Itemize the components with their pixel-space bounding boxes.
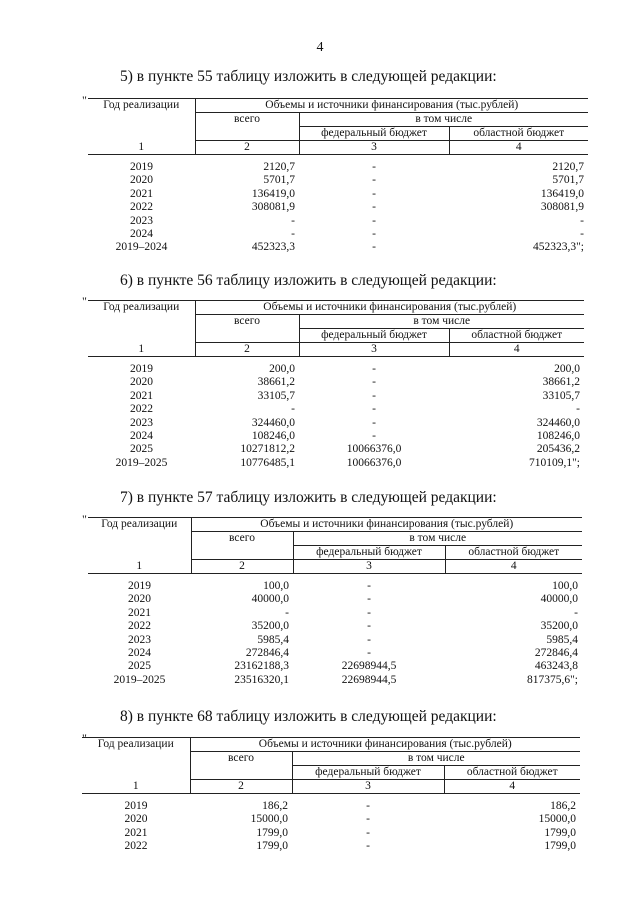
cell-federal: 22698944,5 [341, 673, 397, 686]
cell-regional: 5985,4 [546, 633, 578, 646]
table-row [88, 390, 584, 403]
cell-total: 33105,7 [257, 389, 295, 402]
table-row [82, 827, 580, 840]
cell-total: - [285, 606, 289, 619]
header-year: Год реализации [88, 99, 195, 141]
header-col-4: 4 [449, 141, 588, 155]
table-body [88, 580, 582, 687]
header-col-1: 1 [88, 560, 191, 574]
cell-regional: - [580, 228, 584, 241]
cell-total: 452323,3 [251, 241, 295, 254]
cell-year: 2024 [130, 228, 153, 241]
header-col-4: 4 [449, 343, 584, 357]
section-heading: 7) в пункте 57 таблицу изложить в следующей редакции: [120, 489, 497, 506]
cell-federal: - [372, 241, 376, 254]
cell-federal: - [372, 174, 376, 187]
cell-regional: 136419,0 [540, 187, 584, 200]
cell-total: 272846,4 [245, 647, 289, 660]
cell-total: 10776485,1 [240, 456, 295, 469]
cell-federal: - [366, 840, 370, 853]
cell-year: 2021 [124, 826, 148, 839]
cell-total: 1799,0 [256, 840, 288, 853]
header-federal: федеральный бюджет [299, 329, 449, 343]
table-row [88, 593, 582, 606]
header-regional: областной бюджет [444, 766, 580, 780]
section-heading: 6) в пункте 56 таблицу изложить в следующей редакции: [120, 272, 497, 289]
cell-federal: - [372, 228, 376, 241]
header-col-1: 1 [88, 141, 195, 155]
cell-year: 2023 [128, 633, 151, 646]
opening-quote: " [82, 731, 87, 745]
table-row [88, 634, 582, 647]
cell-total: 5701,7 [263, 174, 295, 187]
cell-total: - [291, 228, 295, 241]
cell-year: 2020 [130, 174, 153, 187]
cell-federal: - [372, 187, 376, 200]
cell-year: 2023 [130, 416, 153, 429]
cell-federal: - [367, 647, 371, 660]
table-row [88, 161, 588, 174]
header-regional: областной бюджет [449, 127, 588, 141]
header-including: в том числе [299, 113, 588, 127]
cell-regional: 33105,7 [542, 389, 580, 402]
cell-year: 2020 [130, 376, 153, 389]
cell-year: 2025 [130, 443, 153, 456]
table-row [88, 443, 584, 456]
table-body [88, 363, 584, 470]
cell-year: 2019 [128, 580, 151, 592]
opening-quote: " [82, 93, 87, 107]
section-heading: 8) в пункте 68 таблицу изложить в следующей редакции: [120, 708, 497, 725]
cell-regional: 205436,2 [536, 443, 580, 456]
header-including: в том числе [292, 752, 580, 766]
cell-federal: - [372, 430, 376, 443]
cell-federal: 10066376,0 [346, 456, 402, 469]
header-volumes: Объемы и источники финансирования (тыс.рублей) [195, 301, 584, 315]
header-federal: федеральный бюджет [299, 127, 449, 141]
table-row [88, 457, 584, 470]
cell-total: 15000,0 [250, 813, 288, 826]
header-col-1: 1 [82, 780, 190, 794]
cell-regional: 5701,7 [552, 174, 584, 187]
cell-regional: - [576, 403, 580, 416]
table-row [88, 620, 582, 633]
cell-total: 108246,0 [251, 430, 295, 443]
cell-year: 2023 [130, 214, 153, 227]
cell-federal: - [372, 416, 376, 429]
table-row [82, 840, 580, 853]
table-row [88, 228, 588, 241]
header-col-3: 3 [299, 343, 449, 357]
header-col-3: 3 [299, 141, 449, 155]
cell-total: 10271812,2 [240, 443, 295, 456]
header-including: в том числе [299, 315, 584, 329]
table-row [88, 241, 588, 254]
cell-year: 2024 [128, 647, 151, 660]
section-heading: 5) в пункте 55 таблицу изложить в следующей редакции: [120, 68, 497, 85]
table-body [88, 161, 588, 255]
cell-federal: - [367, 633, 371, 646]
cell-federal: - [372, 201, 376, 214]
cell-regional: 817375,6"; [526, 673, 578, 686]
header-volumes: Объемы и источники финансирования (тыс.рублей) [191, 518, 582, 532]
financing-table [88, 98, 588, 255]
cell-regional: 1799,0 [544, 840, 576, 853]
cell-regional: 100,0 [552, 580, 578, 592]
cell-total: 1799,0 [256, 826, 288, 839]
table-row [88, 647, 582, 660]
header-year: Год реализации [82, 738, 190, 780]
cell-regional: 200,0 [554, 363, 580, 375]
cell-total: 40000,0 [251, 593, 289, 606]
header-volumes: Объемы и источники финансирования (тыс.рублей) [195, 99, 588, 113]
cell-year: 2024 [130, 430, 153, 443]
cell-regional: 186,2 [550, 800, 576, 812]
table-row [88, 430, 584, 443]
cell-federal: 22698944,5 [341, 660, 397, 673]
cell-regional: 108246,0 [536, 430, 580, 443]
cell-total: - [291, 214, 295, 227]
cell-total: 200,0 [269, 363, 295, 375]
header-federal: федеральный бюджет [292, 766, 444, 780]
cell-year: 2025 [128, 660, 151, 673]
cell-year: 2019–2024 [115, 241, 168, 254]
table-row [82, 800, 580, 813]
financing-table [88, 517, 582, 687]
cell-year: 2022 [128, 620, 151, 633]
cell-year: 2019 [124, 800, 148, 812]
cell-regional: 38661,2 [542, 376, 580, 389]
header-total: всего [195, 113, 299, 141]
cell-year: 2022 [130, 201, 153, 214]
cell-year: 2020 [128, 593, 151, 606]
header-year: Год реализации [88, 301, 195, 343]
cell-regional: - [580, 214, 584, 227]
cell-year: 2019–2025 [115, 456, 168, 469]
table-body [82, 800, 580, 854]
cell-total: 35200,0 [251, 620, 289, 633]
table-row [88, 201, 588, 214]
financing-table [82, 737, 580, 854]
cell-regional: 272846,4 [534, 647, 578, 660]
cell-regional: 40000,0 [540, 593, 578, 606]
header-col-4: 4 [445, 560, 582, 574]
cell-federal: - [367, 606, 371, 619]
cell-federal: - [372, 363, 376, 375]
cell-regional: 1799,0 [544, 826, 576, 839]
cell-total: 186,2 [262, 800, 288, 812]
cell-regional: 324460,0 [536, 416, 580, 429]
header-volumes: Объемы и источники финансирования (тыс.рублей) [190, 738, 580, 752]
cell-total: 23162188,3 [234, 660, 289, 673]
cell-year: 2019–2025 [113, 673, 166, 686]
cell-year: 2021 [130, 389, 153, 402]
header-total: всего [190, 752, 292, 780]
header-regional: областной бюджет [445, 546, 582, 560]
table-row [88, 660, 582, 673]
cell-federal: - [366, 813, 370, 826]
cell-regional: 35200,0 [540, 620, 578, 633]
header-col-4: 4 [444, 780, 580, 794]
cell-year: 2021 [128, 606, 151, 619]
cell-year: 2022 [130, 403, 153, 416]
cell-federal: - [366, 800, 370, 812]
table-row [88, 403, 584, 416]
cell-total: 136419,0 [251, 187, 295, 200]
table-row [82, 813, 580, 826]
cell-total: 23516320,1 [234, 673, 289, 686]
cell-federal: - [367, 620, 371, 633]
cell-regional: 15000,0 [538, 813, 576, 826]
cell-total: 324460,0 [251, 416, 295, 429]
table-row [88, 188, 588, 201]
cell-regional: 710109,1"; [528, 456, 580, 469]
table-row [88, 363, 584, 376]
cell-federal: - [372, 389, 376, 402]
cell-federal: 10066376,0 [346, 443, 402, 456]
header-col-3: 3 [293, 560, 445, 574]
cell-federal: - [367, 580, 371, 592]
header-total: всего [191, 532, 293, 560]
header-col-3: 3 [292, 780, 444, 794]
table-row [88, 215, 588, 228]
header-col-2: 2 [195, 343, 299, 357]
cell-total: 38661,2 [257, 376, 295, 389]
cell-total: 5985,4 [257, 633, 289, 646]
cell-federal: - [366, 826, 370, 839]
table-row [88, 607, 582, 620]
cell-federal: - [372, 403, 376, 416]
cell-year: 2020 [124, 813, 148, 826]
cell-total: - [291, 403, 295, 416]
cell-year: 2022 [124, 840, 148, 853]
cell-regional: 452323,3"; [532, 241, 584, 254]
opening-quote: " [82, 294, 87, 308]
header-regional: областной бюджет [449, 329, 584, 343]
header-federal: федеральный бюджет [293, 546, 445, 560]
financing-table [88, 300, 584, 470]
cell-regional: 463243,8 [534, 660, 578, 673]
cell-federal: - [372, 214, 376, 227]
opening-quote: " [82, 512, 87, 526]
cell-regional: 2120,7 [552, 161, 584, 173]
header-year: Год реализации [88, 518, 191, 560]
header-col-2: 2 [195, 141, 299, 155]
cell-total: 2120,7 [263, 161, 295, 173]
cell-federal: - [372, 376, 376, 389]
cell-federal: - [372, 161, 376, 173]
table-row [88, 580, 582, 593]
cell-year: 2019 [130, 161, 153, 173]
table-row [88, 417, 584, 430]
page-number: 4 [316, 40, 324, 55]
cell-total: 100,0 [263, 580, 289, 592]
cell-year: 2021 [130, 187, 153, 200]
cell-regional: 308081,9 [540, 201, 584, 214]
header-col-2: 2 [191, 560, 293, 574]
table-row [88, 174, 588, 187]
header-including: в том числе [293, 532, 582, 546]
header-total: всего [195, 315, 299, 343]
cell-regional: - [574, 606, 578, 619]
header-col-2: 2 [190, 780, 292, 794]
cell-year: 2019 [130, 363, 153, 375]
table-row [88, 376, 584, 389]
cell-total: 308081,9 [251, 201, 295, 214]
cell-federal: - [367, 593, 371, 606]
header-col-1: 1 [88, 343, 195, 357]
table-row [88, 674, 582, 687]
